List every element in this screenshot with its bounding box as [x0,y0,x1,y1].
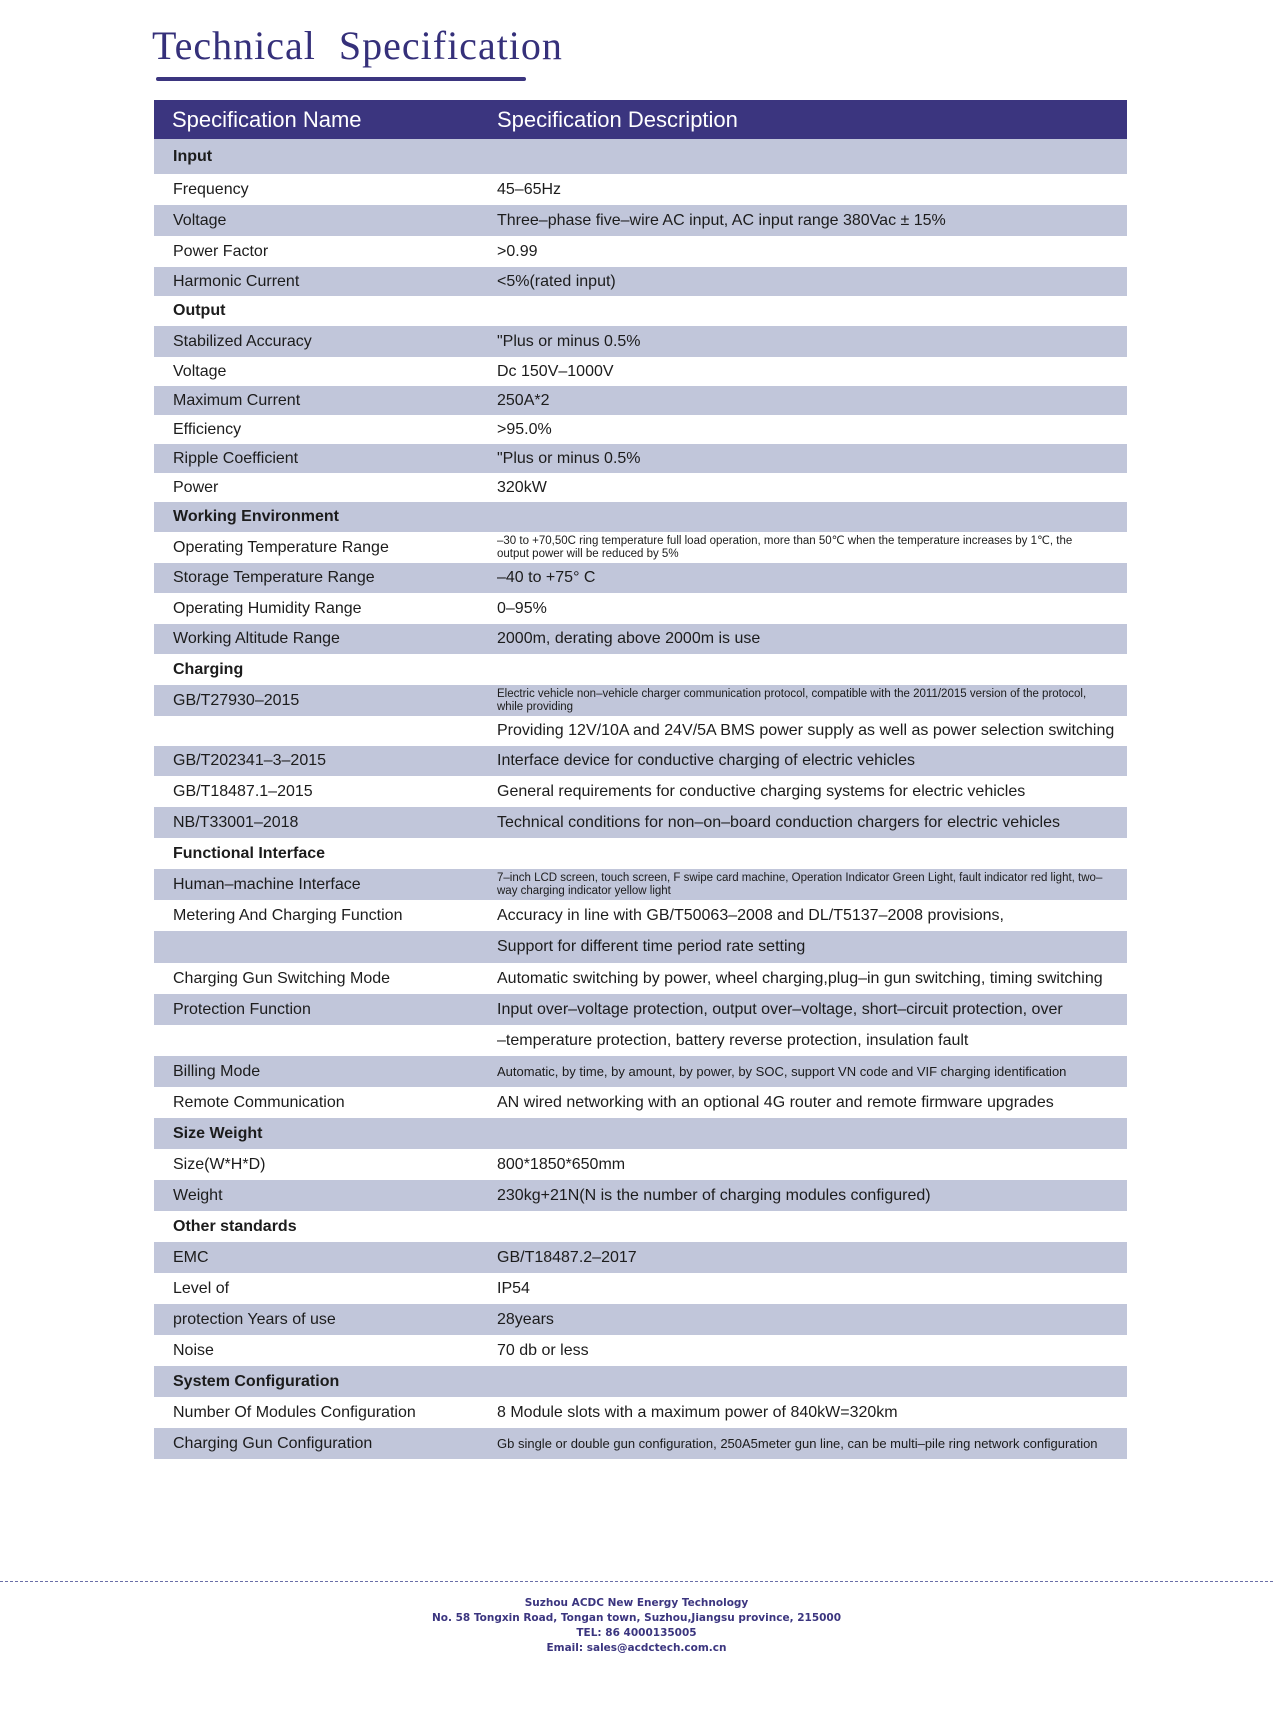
page-title: Technical Specification [152,23,563,68]
section-title: Input [154,139,480,174]
spec-name-cell: Billing Mode [154,1056,480,1087]
table-row [154,267,1127,296]
section-header-row [154,838,1127,869]
section-title: Working Environment [154,502,480,532]
footer-email: Email: sales@acdctech.com.cn [546,1642,727,1654]
spec-value-cell: Dc 150V–1000V [497,362,614,380]
spec-value-cell [480,139,1127,174]
spec-value-cell: –30 to +70,50C ring temperature full load operation, more than 50℃ when the temperature increases by 1℃, the output power will be reduced by 5% [497,535,1073,560]
spec-name-cell: Operating Temperature Range [173,538,389,556]
footer-tel: TEL: 86 4000135005 [576,1627,697,1639]
spec-name-cell: Ripple Coefficient [154,444,480,473]
table-row [154,415,1127,444]
footer-divider [0,1581,1273,1582]
spec-value-cell [480,654,1127,685]
spec-value-cell: 28years [480,1304,1127,1335]
spec-table [154,100,1127,1459]
spec-value-cell [480,296,1127,326]
section-header-row [154,654,1127,685]
spec-name-cell: GB/T202341–3–2015 [154,746,480,776]
table-row [154,1180,1127,1211]
table-row [154,326,1127,357]
title-underline [156,77,526,81]
spec-name-cell: Protection Function [154,994,480,1025]
section-header-row [154,296,1127,326]
table-row [154,593,1127,624]
section-title: Charging [173,660,244,678]
spec-name-cell: Working Altitude Range [154,624,480,654]
spec-value-cell: "Plus or minus 0.5% [480,326,1127,357]
table-row [154,1056,1127,1087]
table-row [154,776,1127,807]
section-header-row [154,1118,1127,1149]
spec-value-cell: –40 to +75° C [480,563,1127,593]
table-row [154,205,1127,236]
footer [0,1596,1273,1656]
spec-name-cell: EMC [154,1242,480,1273]
table-row [154,900,1127,931]
spec-value-cell: Gb single or double gun configuration, 250A5meter gun line, can be multi–pile ring network configuration [480,1428,1127,1459]
table-row [154,931,1127,963]
spec-value-cell: 7–inch LCD screen, touch screen, F swipe card machine, Operation Indicator Green Light, fault indicator red light, two–way charging indicator yellow light [480,869,1127,900]
section-header-row [154,1366,1127,1397]
table-row [154,963,1127,994]
header-spec-description: Specification Description [480,100,1127,139]
table-row [154,624,1127,654]
spec-value-cell: Accuracy in line with GB/T50063–2008 and DL/T5137–2008 provisions, [497,906,1004,924]
table-row [154,473,1127,502]
spec-value-cell [480,1211,1127,1242]
spec-value-cell: Input over–voltage protection, output over–voltage, short–circuit protection, over [480,994,1127,1025]
spec-value-cell: IP54 [497,1279,530,1297]
table-row [154,174,1127,205]
section-title: Size Weight [154,1118,480,1149]
table-row [154,1335,1127,1366]
spec-name-cell: Size(W*H*D) [173,1155,266,1173]
spec-value-cell: Automatic, by time, by amount, by power, by SOC, support VN code and VIF charging identification [480,1056,1127,1087]
spec-value-cell: General requirements for conductive charging systems for electric vehicles [497,782,1026,800]
footer-address: No. 58 Tongxin Road, Tongan town, Suzhou,Jiangsu province, 215000 [431,1612,842,1624]
spec-value-cell: >95.0% [497,420,552,438]
section-header-row [154,502,1127,532]
spec-name-cell: Weight [154,1180,480,1211]
spec-value-cell: Providing 12V/10A and 24V/5A BMS power supply as well as power selection switching [497,722,1115,740]
spec-name-cell [154,1025,480,1056]
spec-name-cell: Charging Gun Switching Mode [173,969,391,987]
spec-name-cell: GB/T27930–2015 [154,685,480,716]
section-header-row [154,1211,1127,1242]
spec-value-cell [480,1366,1127,1397]
spec-value-cell: Support for different time period rate setting [480,931,1127,963]
table-row [154,1428,1127,1459]
spec-value-cell: AN wired networking with an optional 4G router and remote firmware upgrades [497,1093,1054,1111]
table-row [154,1304,1127,1335]
spec-name-cell: Metering And Charging Function [173,906,403,924]
spec-name-cell: protection Years of use [154,1304,480,1335]
spec-value-cell [480,1118,1127,1149]
section-title: System Configuration [154,1366,480,1397]
spec-value-cell: >0.99 [497,242,538,260]
table-row [154,563,1127,593]
section-title: Other standards [173,1217,297,1235]
spec-value-cell: 320kW [497,478,547,496]
spec-name-cell: Power [173,478,219,496]
spec-name-cell: Efficiency [173,420,242,438]
table-row [154,716,1127,746]
table-row [154,685,1127,716]
table-row [154,869,1127,900]
spec-name-cell: Voltage [154,205,480,236]
spec-name-cell: Harmonic Current [154,267,480,296]
spec-value-cell: 0–95% [497,599,547,617]
table-row [154,1087,1127,1118]
spec-value-cell: 2000m, derating above 2000m is use [480,624,1127,654]
spec-value-cell: 800*1850*650mm [497,1155,626,1173]
spec-name-cell: Number Of Modules Configuration [173,1403,416,1421]
spec-value-cell: GB/T18487.2–2017 [480,1242,1127,1273]
spec-name-cell: Stabilized Accuracy [154,326,480,357]
spec-value-cell: Technical conditions for non–on–board conduction chargers for electric vehicles [480,807,1127,838]
spec-value-cell: Electric vehicle non–vehicle charger communication protocol, compatible with the 2011/2015 version of the protocol, while providing [480,685,1127,716]
spec-value-cell: "Plus or minus 0.5% [480,444,1127,473]
spec-name-cell: Maximum Current [154,386,480,415]
table-row [154,1397,1127,1428]
header-spec-name: Specification Name [154,100,480,139]
section-header-row [154,139,1127,174]
section-title: Functional Interface [173,844,326,862]
spec-name-cell: Voltage [173,362,227,380]
section-title: Output [173,302,226,320]
spec-value-cell: 8 Module slots with a maximum power of 840kW=320km [497,1403,898,1421]
spec-name-cell: Frequency [173,180,249,198]
spec-value-cell: 250A*2 [480,386,1127,415]
spec-name-cell: Noise [173,1341,214,1359]
table-row [154,1149,1127,1180]
spec-value-cell: 230kg+21N(N is the number of charging modules configured) [480,1180,1127,1211]
spec-value-cell [480,502,1127,532]
spec-name-cell: NB/T33001–2018 [154,807,480,838]
spec-value-cell [480,838,1127,869]
spec-value-cell: Interface device for conductive charging of electric vehicles [480,746,1127,776]
spec-value-cell: Automatic switching by power, wheel charging,plug–in gun switching, timing switching [497,969,1103,987]
table-row [154,807,1127,838]
spec-name-cell: Human–machine Interface [154,869,480,900]
footer-company: Suzhou ACDC New Energy Technology [524,1597,749,1609]
spec-name-cell: Operating Humidity Range [173,599,362,617]
table-row [154,444,1127,473]
spec-value-cell: Three–phase five–wire AC input, AC input range 380Vac ± 15% [480,205,1127,236]
spec-value-cell: <5%(rated input) [480,267,1127,296]
table-row [154,386,1127,415]
table-header-row [154,100,1127,139]
spec-name-cell: Remote Communication [173,1093,345,1111]
table-row [154,746,1127,776]
table-row [154,236,1127,267]
spec-name-cell: Storage Temperature Range [154,563,480,593]
spec-name-cell: Power Factor [173,242,269,260]
table-row [154,357,1127,386]
spec-name-cell [154,931,480,963]
spec-name-cell: Level of [173,1279,230,1297]
table-row [154,1242,1127,1273]
spec-name-cell: GB/T18487.1–2015 [173,782,313,800]
spec-name-cell [154,716,480,746]
spec-value-cell: 45–65Hz [497,180,562,198]
spec-value-cell: –temperature protection, battery reverse protection, insulation fault [497,1031,969,1049]
table-row [154,532,1127,563]
table-row [154,1273,1127,1304]
spec-value-cell: 70 db or less [497,1341,589,1359]
spec-table-body [154,139,1127,1459]
table-row [154,1025,1127,1056]
table-row [154,994,1127,1025]
spec-name-cell: Charging Gun Configuration [154,1428,480,1459]
